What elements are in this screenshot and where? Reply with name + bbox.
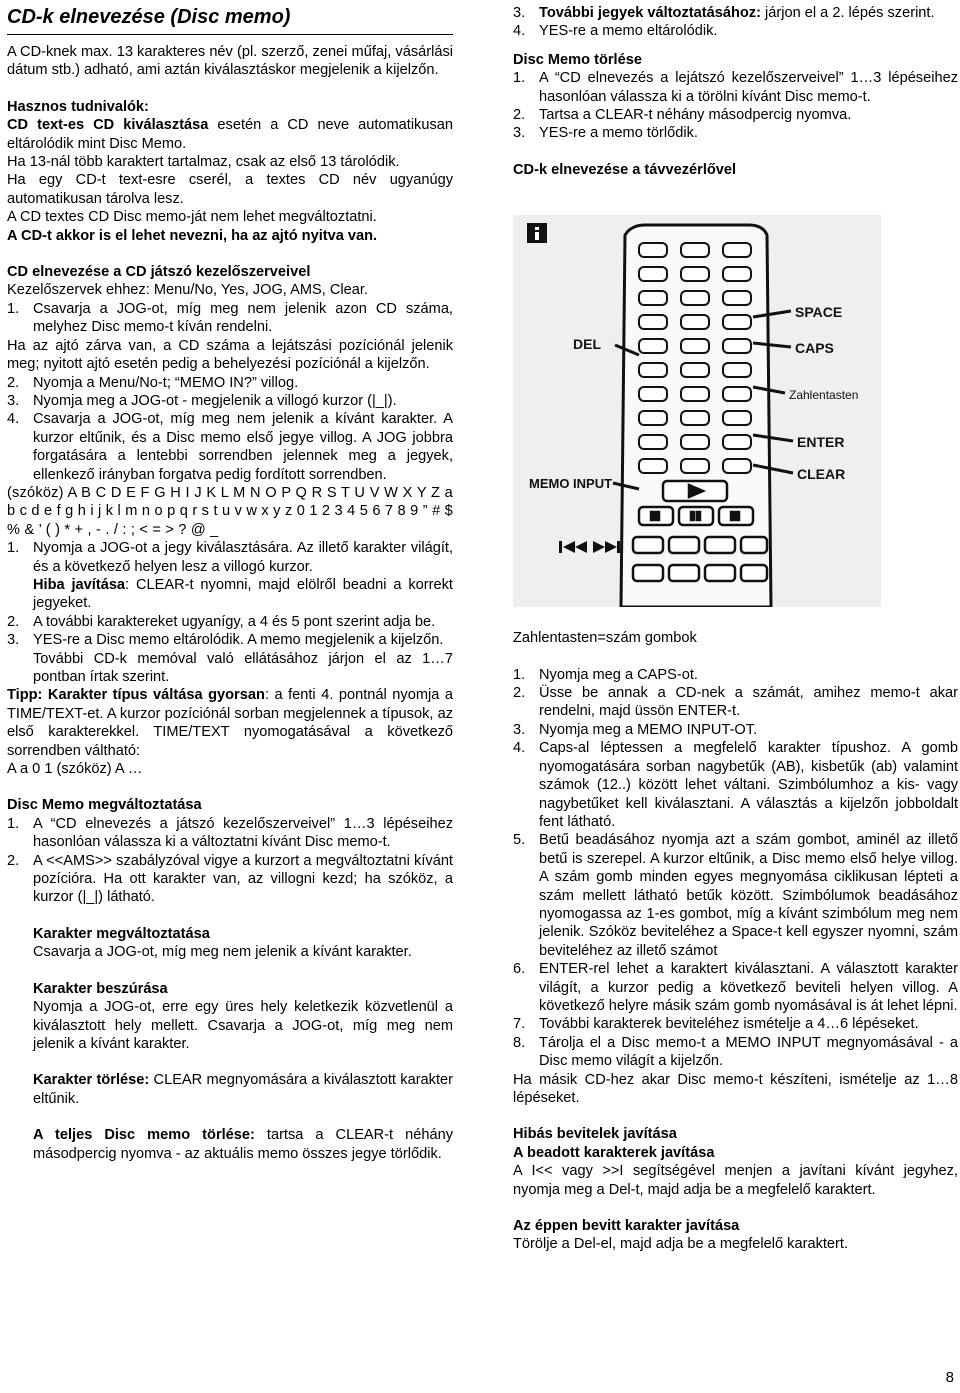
step-number: 4. <box>513 740 526 757</box>
step-text: Tárolja el a Disc memo-t a MEMO INPUT megnyomásával - a Disc memo világít a kijelzőn. <box>539 1034 958 1070</box>
erase-steps <box>513 69 958 143</box>
step-text: További karakterek beviteléhez ismételje a 4…6 lépéseket. <box>539 1016 919 1033</box>
step-text: járjon el a 2. lépés szerint. <box>760 5 935 21</box>
erase-heading: Disc Memo törlése <box>513 51 642 68</box>
step-number: 5. <box>513 832 526 849</box>
del-label: DEL <box>573 336 601 353</box>
enter-label: ENTER <box>797 434 845 451</box>
step-text: YES-re a memo törlődik. <box>539 125 698 142</box>
page-title: CD-k elnevezése (Disc memo) <box>7 6 291 28</box>
player-controls: Kezelőszervek ehhez: Menu/No, Yes, JOG, AMS, Clear. <box>7 282 368 299</box>
list-item <box>7 815 453 852</box>
step-text: A “CD elnevezés a játszó kezelőszerveivel” 1…3 lépéseihez hasonlóan válassza ki a változtatni kívánt Disc memo-t. <box>33 815 453 851</box>
step-number: 1. <box>7 300 20 317</box>
step-number: 8. <box>513 1034 526 1051</box>
step-number: 3. <box>513 125 526 142</box>
step-bold: További jegyek változtatásához: <box>539 5 761 21</box>
char-change-text: Csavarja a JOG-ot, míg meg nem jelenik a kívánt karakter. <box>33 944 412 961</box>
step-number: 1. <box>513 70 526 87</box>
intro-text: A CD-knek max. 13 karakteres név (pl. szerző, zenei műfaj, vásárlási dátum stb.) adható, ami aztán kiválasztáskor megjelenik a kijelzőn. <box>7 44 453 79</box>
list-item <box>7 374 453 392</box>
player-door-note: Ha az ajtó zárva van, a CD száma a lejátszási pozíciónál jelenik meg; nyitott ajtó esetén pedig a behelyezési pozíciónál a kijelzőn. <box>7 337 453 373</box>
step-text: YES-re a Disc memo eltárolódik. A memo megjelenik a kijelzőn. <box>33 632 444 649</box>
useful-cd-text <box>7 116 453 153</box>
entered-heading: A beadott karakterek javítása <box>513 1144 715 1161</box>
left-column <box>7 0 453 1163</box>
char-insert-heading: Karakter beszúrása <box>33 980 168 997</box>
useful-line-1: Ha 13-nál több karaktert tartalmaz, csak az első 13 tárolódik. <box>7 154 400 171</box>
step-text: Nyomja meg a CAPS-ot. <box>539 666 698 683</box>
list-item <box>513 721 958 739</box>
errors-heading: Hibás bevitelek javítása <box>513 1126 677 1143</box>
step-number: 2. <box>513 107 526 124</box>
useful-bold-start: CD text-es CD kiválasztása <box>7 117 209 134</box>
list-item <box>7 392 453 410</box>
current-text: Törölje a Del-el, majd adja be a megfelelő karaktert. <box>513 1236 849 1253</box>
title-bar <box>7 0 453 35</box>
current-heading: Az éppen bevitt karakter javítása <box>513 1218 740 1235</box>
list-item <box>7 300 453 337</box>
list-item <box>513 684 958 721</box>
remote-control-drawing <box>513 215 881 607</box>
char-steps-b <box>7 613 453 650</box>
list-item <box>513 124 958 142</box>
step-text: Betű beadásához nyomja azt a szám gombot, aminél az illető betű is szerepel. A kurzor eltűnik, a Disc memo első helye villog. A szám gomb minden egyes megnyomása ciklikusan lépteti a szám mellett látható betűk között. Szimbólumok beadásához nyomogassa az 1-es gombot, míg a kívánt szimbólum meg nem jelenik. Szóköz beviteléhez a Space-t kell egyszer nyomni, szám beviteléhez az illető számot <box>539 832 958 959</box>
player-heading: CD elnevezése a CD játszó kezelőszerveivel <box>7 264 311 281</box>
zahlentasten-label: Zahlentasten <box>789 388 859 403</box>
step-text: Nyomja meg a MEMO INPUT-OT. <box>539 721 758 738</box>
char-change-block <box>7 925 453 1163</box>
tip-label: Tipp: Karakter típus váltása gyorsan <box>7 687 265 704</box>
step-number: 3. <box>7 392 20 409</box>
char-delete-text <box>33 1071 453 1108</box>
right-column <box>513 4 958 1254</box>
change-heading: Disc Memo megváltoztatása <box>7 797 202 814</box>
space-label: SPACE <box>795 304 843 321</box>
step-number: 2. <box>7 852 20 869</box>
zahlentasten-note: Zahlentasten=szám gombok <box>513 630 697 647</box>
step-number: 3. <box>513 5 526 21</box>
list-item <box>513 4 958 22</box>
player-steps-a <box>7 300 453 337</box>
memo-input-label: MEMO INPUT <box>529 476 613 492</box>
step-text: Csavarja a JOG-ot, míg meg nem jelenik a kívánt karakter. A kurzor eltűnik, és a Disc memo első jegye villog. A JOG jobbra forgatására a lentebbi sorrendben jelennek meg a jegyek, ellenkező irányban forgatva pedig fordított sorrendben. <box>33 411 453 483</box>
step-number: 1. <box>513 666 526 683</box>
step-text: Caps-al léptessen a megfelelő karakter típushoz. A gomb nyomogatására sorban nagybetűk (AB), kisbetűk (ab) valamint számok (12..) között lehet váltani. Szimbólumhoz a kis- vagy nagybetűket kell kiválasztani. A választás a kijelzőn jobboldalt fent látható. <box>539 740 958 830</box>
char-change-heading: Karakter megváltoztatása <box>33 925 210 942</box>
list-item <box>513 831 958 960</box>
player-steps-b <box>7 374 453 484</box>
step-number: 1. <box>7 540 20 557</box>
useful-line-0: esetén a CD neve automatikusan eltárolódik mint Disc Memo. <box>7 117 454 152</box>
list-item <box>7 852 453 907</box>
char-delete-label: Karakter törlése: <box>33 1072 150 1089</box>
useful-line-2: Ha egy CD-t text-esre cserél, a textes CD név ugyanúgy automatikusan tárolva lesz. <box>7 172 453 207</box>
hiba-note <box>7 576 453 613</box>
list-item <box>513 666 958 684</box>
info-icon <box>527 223 547 243</box>
list-item <box>7 613 453 631</box>
char-delete-body: CLEAR megnyomására a kiválasztott karakter eltűnik. <box>33 1072 453 1107</box>
useful-bold-end: A CD-t akkor is el lehet nevezni, ha az ajtó nyitva van. <box>7 227 378 244</box>
list-item <box>513 1015 958 1033</box>
remote-illustration <box>513 215 881 607</box>
remote-steps <box>513 666 958 1071</box>
tip-text: : a fenti 4. pontnál nyomja a TIME/TEXT-et. A kurzor pozíciónál sorban megjelennek a típusok, az első karakterekkel. TIME/TEXT nyomogatásával a következő sorrendben váltható: <box>7 687 453 759</box>
list-item <box>7 631 453 649</box>
list-item <box>513 739 958 831</box>
hiba-text: : CLEAR-t nyomni, majd elölről beadni a korrekt jegyeket. <box>33 576 453 612</box>
charset-sequence: (szóköz) A B C D E F G H I J K L M N O P Q R S T U V W X Y Z a b c d e f g h i j k l m n o p q r s t u v w x y z 0 1 2 3 4 5 6 7 8 9 ” # $ % & ’ ( ) * + , - . / : ; < = > ? @ _ <box>7 484 453 538</box>
char-steps <box>7 539 453 576</box>
list-item <box>7 539 453 576</box>
other-cd-note: Ha másik CD-hez akar Disc memo-t készíteni, ismételje az 1…8 lépéseket. <box>513 1071 958 1106</box>
step-text: Üsse be annak a CD-nek a számát, amihez memo-t akar rendelni, majd üssön ENTER-t. <box>539 685 958 720</box>
list-item <box>513 1034 958 1071</box>
list-item <box>513 69 958 106</box>
step-number: 3. <box>7 632 20 649</box>
step-number: 2. <box>513 685 526 702</box>
step-text: A “CD elnevezés a lejátszó kezelőszerveivel” 1…3 lépéseihez hasonlóan válassza ki a törölni kívánt Disc memo-t. <box>539 70 958 105</box>
change-steps <box>7 815 453 907</box>
full-delete-body: tartsa a CLEAR-t néhány másodpercig nyomva - az aktuális memo összes jegye törlődik. <box>33 1127 453 1162</box>
step-text: Tartsa a CLEAR-t néhány másodpercig nyomva. <box>539 107 852 124</box>
list-item <box>7 410 453 484</box>
further-cds-note: További CD-k memóval való ellátásához járjon el az 1…7 pontban írtak szerint. <box>33 650 453 685</box>
remote-heading: CD-k elnevezése a távvezérlővel <box>513 161 737 178</box>
list-item <box>513 22 958 40</box>
hiba-label: Hiba javítása <box>33 576 126 593</box>
list-item <box>513 106 958 124</box>
useful-line-3: A CD textes CD Disc memo-ját nem lehet megváltoztatni. <box>7 209 377 226</box>
step-text: Nyomja meg a JOG-ot - megjelenik a villogó kurzor (|_|). <box>33 392 397 409</box>
step-number: 7. <box>513 1016 526 1033</box>
caps-label: CAPS <box>795 340 834 357</box>
step-number: 2. <box>7 613 20 630</box>
step-number: 3. <box>513 721 526 738</box>
page-number: 8 <box>945 1368 954 1386</box>
step-text: A további karaktereket ugyanígy, a 4 és 5 pont szerint adja be. <box>33 613 436 630</box>
step-number: 2. <box>7 374 20 391</box>
useful-heading: Hasznos tudnivalók: <box>7 98 149 115</box>
step-text: Csavarja a JOG-ot, míg meg nem jelenik azon CD száma, melyhez Disc memo-t kíván rendelni. <box>33 300 453 336</box>
list-item <box>513 960 958 1015</box>
clear-label: CLEAR <box>797 466 846 483</box>
full-delete-text <box>33 1126 453 1163</box>
step-number: 1. <box>7 815 20 832</box>
full-delete-label: A teljes Disc memo törlése: <box>33 1127 255 1144</box>
step-number: 4. <box>7 411 20 428</box>
char-insert-text: Nyomja a JOG-ot, erre egy üres hely keletkezik közvetlenül a kiválasztott hely mellett. Csavarja a JOG-ot, míg meg nem jelenik a kívánt karakter. <box>33 999 453 1052</box>
step-number: 6. <box>513 961 526 978</box>
step-number: 4. <box>513 23 526 40</box>
step-text: ENTER-rel lehet a karaktert kiválasztani. A választott karakter világít, a kurzor pedig a következő beviteli helyen villog. A következő helyre másik szám gomb nyomásával is át lehet lépni. <box>539 961 958 1014</box>
tip-sequence: A a 0 1 (szóköz) A … <box>7 761 143 778</box>
right-top-steps <box>513 4 958 41</box>
entered-text: A I<< vagy >>I segítségével menjen a javítani kívánt jegyhez, nyomja meg a Del-t, majd adja be a megfelelő karaktert. <box>513 1163 958 1198</box>
step-text: Nyomja a Menu/No-t; “MEMO IN?” villog. <box>33 374 299 391</box>
tip-paragraph <box>7 686 453 760</box>
step-text: Nyomja a JOG-ot a jegy kiválasztására. Az illető karakter világít, és a következő helyen lesz a villogó kurzor. <box>33 540 453 575</box>
step-text: YES-re a memo eltárolódik. <box>539 23 718 40</box>
step-text: A <<AMS>> szabályzóval vigye a kurzort a megváltoztatni kívánt pozícióra. Ha ott karakter van, az villogni kezd; ha szóköz, a kurzor (|_|) látható. <box>33 852 453 906</box>
